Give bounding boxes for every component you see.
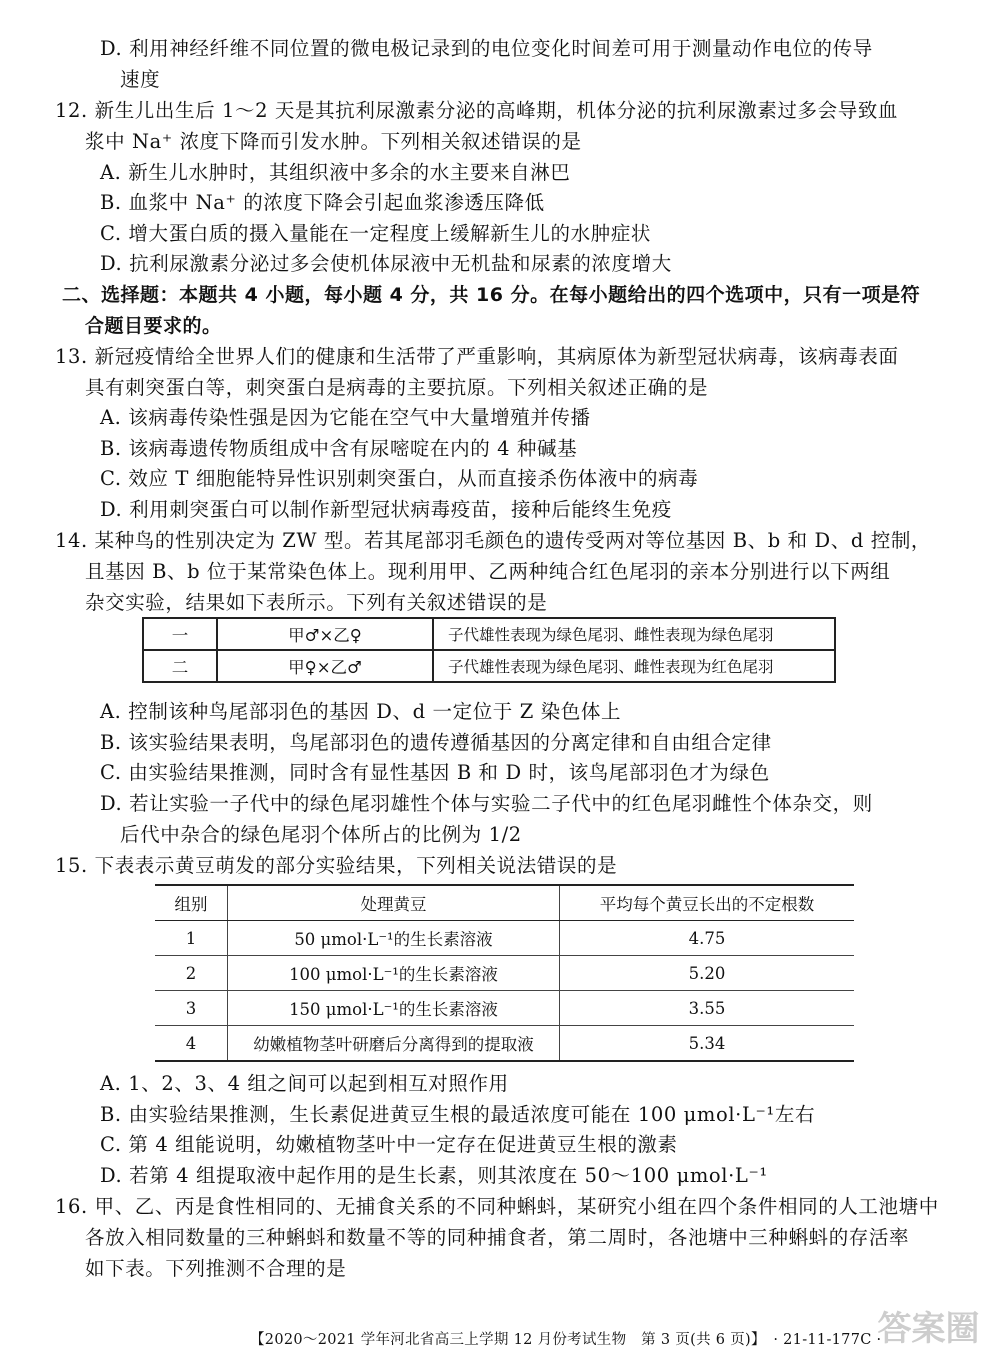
text-line: D. 若让实验一子代中的绿色尾羽雄性个体与实验二子代中的红色尾羽雌性个体杂交，则 bbox=[100, 792, 873, 815]
table-row bbox=[155, 1026, 854, 1062]
text-line: A. 控制该种鸟尾部羽色的基因 D、d 一定位于 Z 染色体上 bbox=[100, 700, 622, 723]
text-line: C. 增大蛋白质的摄入量能在一定程度上缓解新生儿的水肿症状 bbox=[100, 222, 652, 245]
table-cell: 5.20 bbox=[560, 956, 855, 991]
text-line: B. 血浆中 Na⁺ 的浓度下降会引起血浆渗透压降低 bbox=[100, 191, 545, 214]
section-heading-line: 二、选择题：本题共 4 小题，每小题 4 分，共 16 分。在每小题给出的四个选项中，只有一项是符 bbox=[62, 284, 921, 306]
text-line: C. 第 4 组能说明，幼嫩植物茎叶中一定存在促进黄豆生根的激素 bbox=[100, 1133, 678, 1156]
watermark-logo: 答案圈 bbox=[877, 1309, 980, 1349]
table-cell: 甲♂×乙♀ bbox=[217, 618, 433, 650]
table-cell: 5.34 bbox=[560, 1026, 855, 1062]
table-cell: 150 μmol·L⁻¹的生长素溶液 bbox=[228, 991, 560, 1026]
column-header: 处理黄豆 bbox=[228, 885, 560, 921]
text-line: 16. 甲、乙、丙是食性相同的、无捕食关系的不同种蝌蚪，某研究小组在四个条件相同的人工池塘中 bbox=[55, 1195, 939, 1218]
table-cell: 子代雄性表现为绿色尾羽、雌性表现为红色尾羽 bbox=[433, 650, 835, 682]
text-line: 具有刺突蛋白等，刺突蛋白是病毒的主要抗原。下列相关叙述正确的是 bbox=[85, 376, 709, 399]
text-line: B. 该病毒遗传物质组成中含有尿嘧啶在内的 4 种碱基 bbox=[100, 437, 578, 460]
text-line: 13. 新冠疫情给全世界人们的健康和生活带了严重影响，其病原体为新型冠状病毒，该病毒表面 bbox=[55, 345, 899, 368]
table-cell: 2 bbox=[155, 956, 228, 991]
table-cell: 甲♀×乙♂ bbox=[217, 650, 433, 682]
table-cell: 100 μmol·L⁻¹的生长素溶液 bbox=[228, 956, 560, 991]
table-cell: 二 bbox=[143, 650, 217, 682]
text-line: D. 利用刺突蛋白可以制作新型冠状病毒疫苗，接种后能终生免疫 bbox=[100, 498, 672, 521]
text-line: B. 该实验结果表明，鸟尾部羽色的遗传遵循基因的分离定律和自由组合定律 bbox=[100, 731, 772, 754]
table-cell: 4 bbox=[155, 1026, 228, 1062]
text-line: 浆中 Na⁺ 浓度下降而引发水肿。下列相关叙述错误的是 bbox=[85, 130, 582, 153]
table-cell: 1 bbox=[155, 921, 228, 956]
text-line: 如下表。下列推测不合理的是 bbox=[85, 1257, 347, 1280]
text-line: 杂交实验，结果如下表所示。下列有关叙述错误的是 bbox=[85, 591, 548, 614]
cross-experiment-table bbox=[142, 617, 836, 683]
column-header: 平均每个黄豆长出的不定根数 bbox=[560, 885, 855, 921]
text-line: A. 该病毒传染性强是因为它能在空气中大量增殖并传播 bbox=[100, 406, 591, 429]
text-line: A. 1、2、3、4 组之间可以起到相互对照作用 bbox=[100, 1072, 509, 1095]
text-line: B. 由实验结果推测，生长素促进黄豆生根的最适浓度可能在 100 μmol·L⁻¹左右 bbox=[100, 1103, 816, 1126]
table-row bbox=[143, 618, 835, 650]
table-cell: 3 bbox=[155, 991, 228, 1026]
text-line: D. 抗利尿激素分泌过多会使机体尿液中无机盐和尿素的浓度增大 bbox=[100, 252, 672, 275]
table-row bbox=[143, 650, 835, 682]
text-line: 速度 bbox=[120, 68, 161, 91]
table-row bbox=[155, 956, 854, 991]
column-header: 组别 bbox=[155, 885, 228, 921]
text-line: C. 由实验结果推测，同时含有显性基因 B 和 D 时，该鸟尾部羽色才为绿色 bbox=[100, 761, 770, 784]
text-line: A. 新生儿水肿时，其组织液中多余的水主要来自淋巴 bbox=[100, 161, 571, 184]
table-row bbox=[155, 991, 854, 1026]
text-line: 各放入相同数量的三种蝌蚪和数量不等的同种捕食者，第二周时，各池塘中三种蝌蚪的存活率 bbox=[85, 1226, 910, 1249]
table-cell: 幼嫩植物茎叶研磨后分离得到的提取液 bbox=[228, 1026, 560, 1062]
table-cell: 子代雄性表现为绿色尾羽、雌性表现为绿色尾羽 bbox=[433, 618, 835, 650]
soybean-rooting-table bbox=[155, 884, 854, 1062]
text-line: 14. 某种鸟的性别决定为 ZW 型。若其尾部羽毛颜色的遗传受两对等位基因 B、b 和 D、d 控制， bbox=[55, 529, 932, 552]
table-cell: 50 μmol·L⁻¹的生长素溶液 bbox=[228, 921, 560, 956]
page-footer: 【2020～2021 学年河北省高三上学期 12 月份考试生物 第 3 页(共 6 页)】 · 21-11-177C · bbox=[250, 1332, 882, 1348]
text-line: 且基因 B、b 位于某常染色体上。现利用甲、乙两种纯合红色尾羽的亲本分别进行以下两组 bbox=[85, 560, 891, 583]
table-cell: 一 bbox=[143, 618, 217, 650]
table-header-row bbox=[155, 885, 854, 921]
text-line: D. 若第 4 组提取液中起作用的是生长素，则其浓度在 50～100 μmol·L⁻¹ bbox=[100, 1164, 768, 1187]
table-cell: 4.75 bbox=[560, 921, 855, 956]
text-line: 15. 下表表示黄豆萌发的部分实验结果，下列相关说法错误的是 bbox=[55, 854, 618, 877]
table-cell: 3.55 bbox=[560, 991, 855, 1026]
text-line: 12. 新生儿出生后 1～2 天是其抗利尿激素分泌的高峰期，机体分泌的抗利尿激素过多会导致血 bbox=[55, 99, 899, 122]
text-line: D. 利用神经纤维不同位置的微电极记录到的电位变化时间差可用于测量动作电位的传导 bbox=[100, 37, 873, 60]
text-line: C. 效应 T 细胞能特异性识别刺突蛋白，从而直接杀伤体液中的病毒 bbox=[100, 467, 699, 490]
table-row bbox=[155, 921, 854, 956]
text-line: 后代中杂合的绿色尾羽个体所占的比例为 1/2 bbox=[120, 823, 522, 846]
section-heading-line: 合题目要求的。 bbox=[85, 315, 222, 337]
